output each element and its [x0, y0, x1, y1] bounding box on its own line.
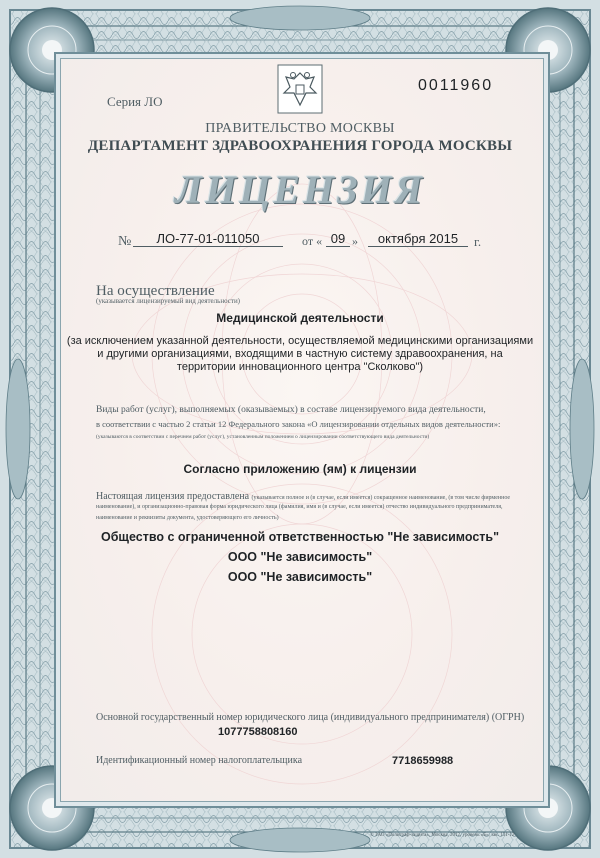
inn-value: 7718659988	[392, 755, 454, 767]
activity-note-line-3: территории инновационного центра "Сколково")	[176, 361, 424, 373]
holder-intro	[96, 491, 510, 502]
date-from-label: от «	[302, 234, 323, 248]
activity-label: На осуществление	[96, 283, 215, 299]
license-title: ЛИЦЕНЗИЯ	[174, 167, 426, 212]
department-title: ДЕПАРТАМЕНТ ЗДРАВООХРАНЕНИЯ ГОРОДА МОСКВЫ	[87, 138, 513, 154]
holder-full-name: Общество с ограниченной ответственностью "Не зависимость"	[100, 530, 500, 544]
document-number: 0011960	[418, 77, 494, 94]
activity-value: Медицинской деятельности	[216, 311, 384, 325]
inn-label: Идентификационный номер налогоплательщика	[96, 755, 303, 766]
holder-intro-small-2: наименование), и организационно-правовая форма юридического лица (фамилия, имя и (в случае, если имеется) отчество индивидуального предпринимателя,	[96, 504, 503, 510]
ogrn-value: 1077758808160	[218, 726, 298, 738]
holder-intro-bold: Настоящая лицензия предоставлена	[96, 491, 250, 502]
activity-sublabel: (указывается лицензируемый вид деятельности)	[96, 297, 241, 305]
date-quote-close: »	[352, 234, 358, 248]
coat-of-arms-icon	[276, 63, 324, 115]
license-number-label: №	[118, 234, 132, 249]
date-month-year: октября 2015	[368, 231, 468, 247]
printer-imprint: © ЗАО «Полиграф-защита», Москва, 2012, уровень «Б», зак. 131-12	[370, 833, 515, 838]
ogrn-label: Основной государственный номер юридического лица (индивидуального предпринимателя) (ОГРН)	[96, 712, 525, 723]
works-line-1: Виды работ (услуг), выполняемых (оказываемых) в составе лицензируемого вида деятельности,	[96, 405, 486, 415]
activity-note-line-2: и другими организациями, входящими в частную систему здравоохранения, на	[97, 348, 503, 360]
date-day: 09	[326, 231, 350, 247]
holder-short-name-1: ООО "Не зависимость"	[227, 550, 373, 564]
holder-intro-small-3: наименование и реквизиты документа, удостоверяющего его личность)	[96, 515, 279, 521]
works-line-3: (указываются в соответствии с перечнем работ (услуг), установленным положением о лицензировании соответствующего вида деятельности)	[96, 434, 430, 440]
holder-intro-small-1: (указывается полное и (в случае, если имеется) сокращенное наименование, (в том числе фирменное	[251, 495, 511, 501]
date-year-suffix: г.	[474, 234, 482, 249]
government-title: ПРАВИТЕЛЬСТВО МОСКВЫ	[205, 121, 395, 136]
series-label: Серия ЛО	[107, 94, 163, 109]
license-number: ЛО-77-01-011050	[133, 231, 283, 247]
holder-short-name-2: ООО "Не зависимость"	[227, 570, 373, 584]
activity-note-line-1: (за исключением указанной деятельности, осуществляемой медицинскими организациями	[66, 335, 534, 347]
works-line-2: в соответствии с частью 2 статьи 12 Федерального закона «О лицензировании отдельных видов деятельности»:	[96, 419, 501, 429]
works-value: Согласно приложению (ям) к лицензии	[183, 462, 417, 476]
